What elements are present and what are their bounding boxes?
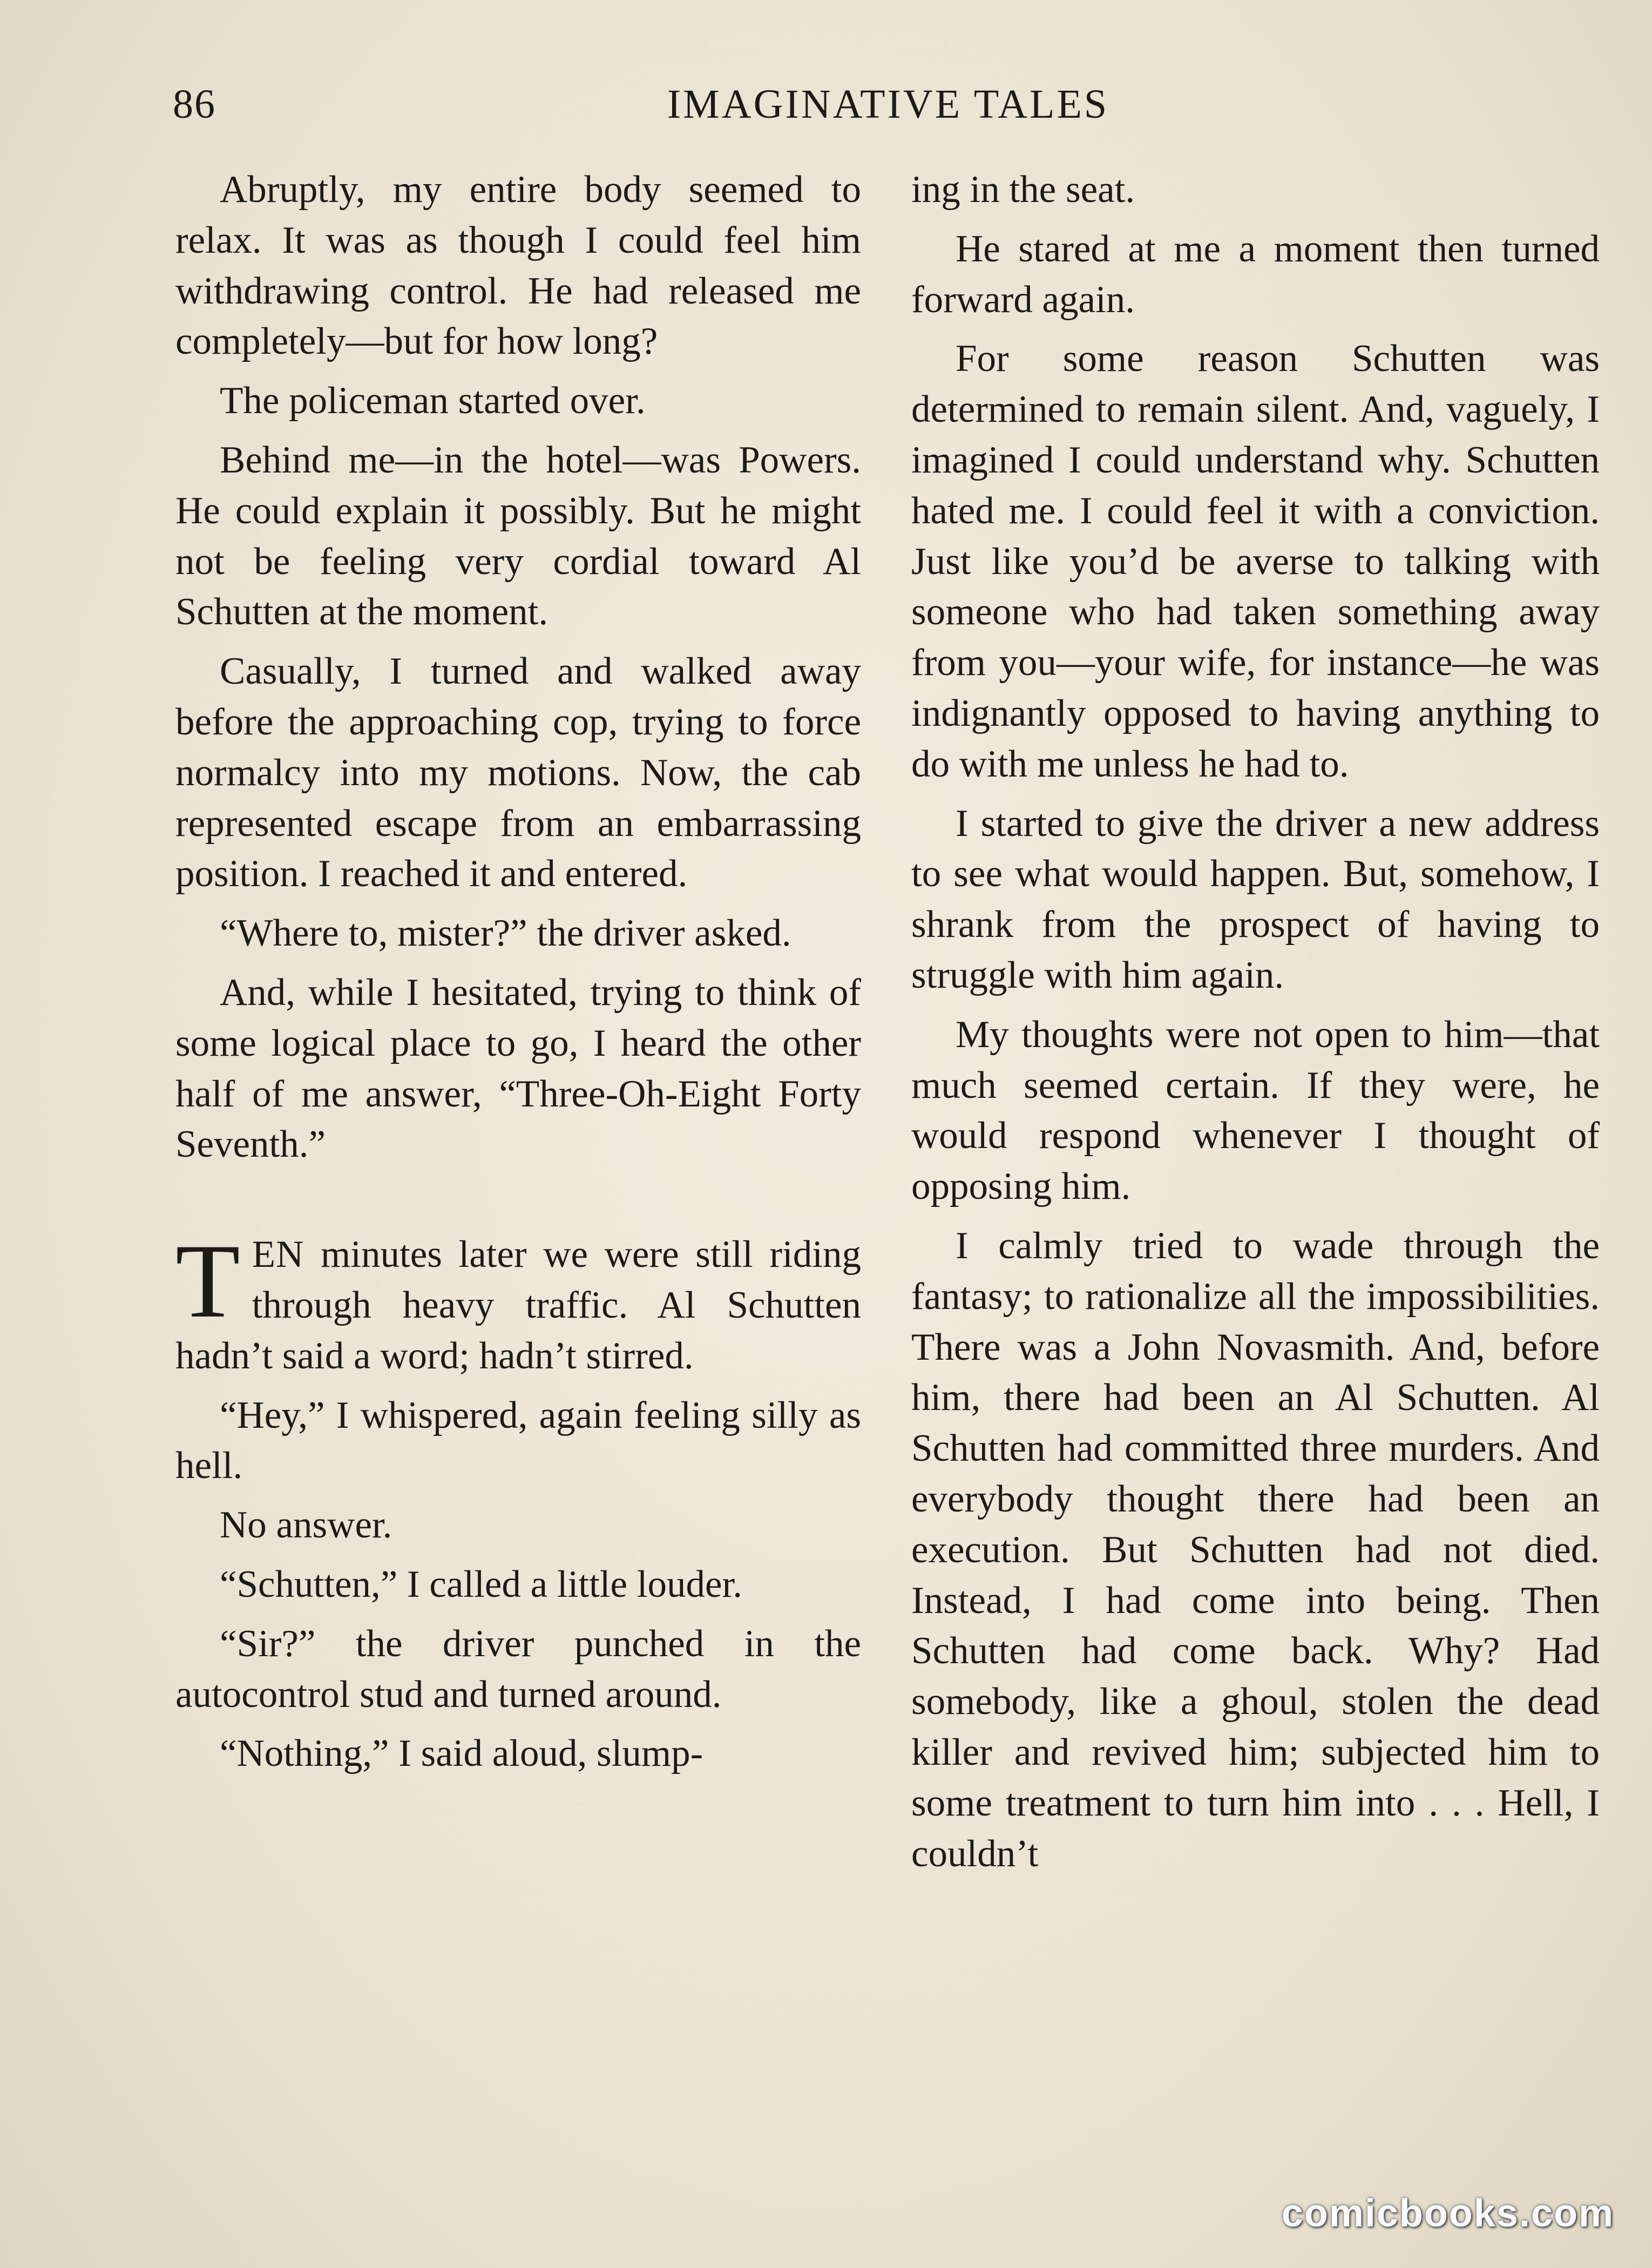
paragraph-text: minutes later we were still riding through heavy traffic. Al Schutten hadn’t said a word; hadn’t stirred. bbox=[175, 1233, 861, 1377]
drop-cap: T bbox=[175, 1223, 240, 1340]
paragraph: “Sir?” the driver punched in the autocontrol stud and turned around. bbox=[175, 1622, 861, 1716]
running-title: IMAGINATIVE TALES bbox=[667, 82, 1109, 127]
small-caps-lead: EN bbox=[252, 1233, 304, 1276]
paragraph: My thoughts were not open to him—that much seemed certain. If they were, he would respond whenever I thought of opposing him. bbox=[911, 1013, 1600, 1208]
continued-paragraph: ing in the seat. bbox=[911, 168, 1135, 211]
paragraph: No answer. bbox=[220, 1504, 392, 1547]
paragraph: I started to give the driver a new address to see what would happen. But, somehow, I shrank from the prospect of having to struggle with him again. bbox=[911, 802, 1600, 996]
watermark: comicbooks.com bbox=[1281, 2192, 1614, 2235]
section-opening-paragraph bbox=[175, 1223, 861, 1381]
paragraph: Abruptly, my entire body seemed to relax. It was as though I could feel him withdrawing control. He had released me completely—but for how long? bbox=[175, 168, 861, 363]
paragraph: The policeman started over. bbox=[220, 380, 646, 422]
paragraph: “Where to, mister?” the driver asked. bbox=[220, 912, 791, 955]
paragraph: And, while I hesitated, trying to think of some logical place to go, I heard the other half of me answer, “Three-Oh-Eight Forty Seventh.” bbox=[175, 971, 861, 1166]
paragraph: Behind me—in the hotel—was Powers. He could explain it possibly. But he might not be feeling very cordial toward Al Schutten at the moment. bbox=[175, 438, 861, 633]
left-column bbox=[175, 165, 861, 1788]
paragraph: I calmly tried to wade through the fantasy; to rationalize all the impossibilities. There was a John Novasmith. And, before him, there had been an Al Schutten. Al Schutten had committed three murders. And everybody thought there had been an execution. But Schutten had not died. Instead, I had come into being. Then Schutten had come back. Why? Had somebody, like a ghoul, stolen the dead killer and revived him; subjected him to some treatment to turn him into . . . Hell, I couldn’t bbox=[911, 1224, 1600, 1875]
paragraph: “Nothing,” I said aloud, slump- bbox=[220, 1732, 703, 1775]
page-number: 86 bbox=[173, 82, 216, 127]
paragraph: He stared at me a moment then turned forward again. bbox=[911, 227, 1600, 321]
paragraph: “Schutten,” I called a little louder. bbox=[220, 1563, 742, 1605]
paragraph: Casually, I turned and walked away before the approaching cop, trying to force normalcy into my motions. Now, the cab represented escape from an embarrassing position. I reached it and entered. bbox=[175, 650, 861, 895]
right-column bbox=[911, 165, 1600, 1888]
page-header bbox=[173, 81, 1603, 140]
paragraph: “Hey,” I whispered, again feeling silly as hell. bbox=[175, 1394, 861, 1487]
paragraph: For some reason Schutten was determined to remain silent. And, vaguely, I imagined I could understand why. Schutten hated me. I could feel it with a conviction. Just like you’d be averse to talking with someone who had taken something away from you—your wife, for instance—he was indignantly opposed to having anything to do with me unless he had to. bbox=[911, 338, 1600, 785]
